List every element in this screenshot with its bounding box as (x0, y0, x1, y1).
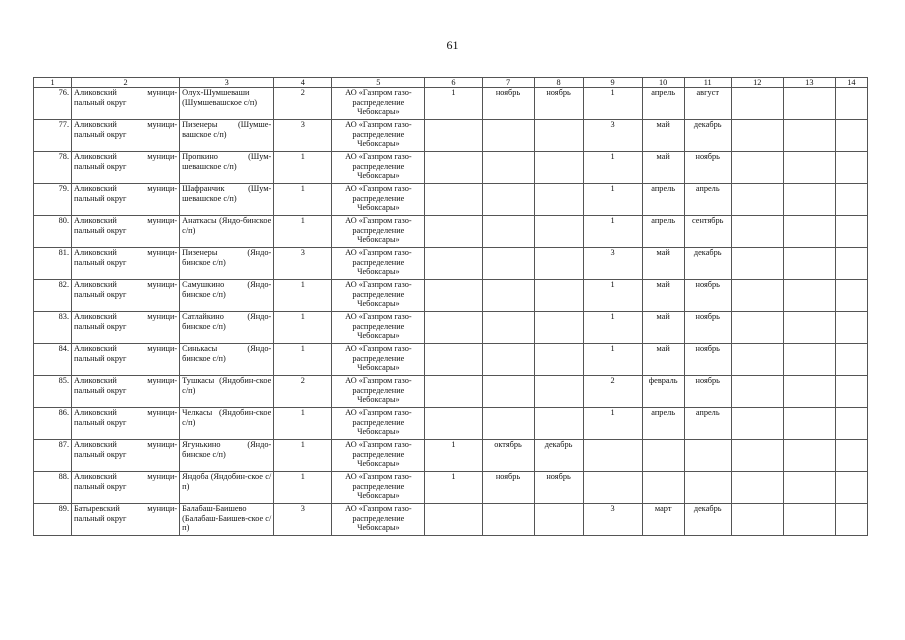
col14-cell (835, 376, 867, 408)
row-number: 81. (34, 248, 72, 280)
col12-cell (731, 120, 783, 152)
col14-cell (835, 344, 867, 376)
operator-cell: АО «Газпром газо-распределение Чебоксары» (332, 280, 425, 312)
table-row (34, 408, 868, 440)
col7-cell (482, 408, 534, 440)
table-row (34, 152, 868, 184)
row-number: 79. (34, 184, 72, 216)
settlement-cell: Яндоба (Яндобин-ское с/п) (180, 472, 274, 504)
col4-cell: 1 (274, 344, 332, 376)
col9-cell: 3 (583, 504, 642, 536)
col11-cell: август (684, 88, 731, 120)
col13-cell (783, 472, 835, 504)
col9-cell: 1 (583, 184, 642, 216)
col14-cell (835, 472, 867, 504)
col8-cell (534, 408, 583, 440)
col13-cell (783, 184, 835, 216)
table-row (34, 440, 868, 472)
page-number: 61 (446, 38, 459, 52)
operator-cell: АО «Газпром газо-распределение Чебоксары» (332, 408, 425, 440)
col13-cell (783, 152, 835, 184)
col14-cell (835, 440, 867, 472)
table-row (34, 472, 868, 504)
col13-cell (783, 440, 835, 472)
operator-cell: АО «Газпром газо-распределение Чебоксары» (332, 184, 425, 216)
col10-cell: май (642, 280, 684, 312)
operator-cell: АО «Газпром газо-распределение Чебоксары» (332, 152, 425, 184)
col14-cell (835, 184, 867, 216)
col14-cell (835, 88, 867, 120)
col14-cell (835, 248, 867, 280)
col10-cell: май (642, 344, 684, 376)
settlement-cell: Челкасы (Яндобин-ское с/п) (180, 408, 274, 440)
col7-cell (482, 504, 534, 536)
row-number: 84. (34, 344, 72, 376)
district-cell: Аликовский муници-пальный округ (72, 120, 180, 152)
row-number: 86. (34, 408, 72, 440)
header-cell: 9 (583, 78, 642, 88)
col8-cell (534, 120, 583, 152)
col8-cell (534, 504, 583, 536)
col14-cell (835, 216, 867, 248)
settlement-cell: Ягунькино (Яндо-бинское с/п) (180, 440, 274, 472)
col13-cell (783, 312, 835, 344)
row-number: 77. (34, 120, 72, 152)
col13-cell (783, 408, 835, 440)
district-cell: Аликовский муници-пальный округ (72, 216, 180, 248)
col6-cell (425, 248, 482, 280)
header-cell: 14 (835, 78, 867, 88)
col4-cell: 1 (274, 472, 332, 504)
operator-cell: АО «Газпром газо-распределение Чебоксары» (332, 504, 425, 536)
header-cell: 4 (274, 78, 332, 88)
col9-cell: 1 (583, 408, 642, 440)
col9-cell: 3 (583, 120, 642, 152)
col11-cell: апрель (684, 408, 731, 440)
col8-cell (534, 376, 583, 408)
col12-cell (731, 504, 783, 536)
col10-cell: апрель (642, 408, 684, 440)
col9-cell: 1 (583, 344, 642, 376)
col11-cell: ноябрь (684, 344, 731, 376)
col6-cell (425, 504, 482, 536)
row-number: 89. (34, 504, 72, 536)
table-header-row (34, 78, 868, 88)
col7-cell (482, 280, 534, 312)
col13-cell (783, 120, 835, 152)
col13-cell (783, 344, 835, 376)
col6-cell: 1 (425, 472, 482, 504)
col8-cell (534, 312, 583, 344)
col13-cell (783, 248, 835, 280)
row-number: 76. (34, 88, 72, 120)
col7-cell (482, 248, 534, 280)
col8-cell (534, 152, 583, 184)
operator-cell: АО «Газпром газо-распределение Чебоксары» (332, 472, 425, 504)
table-row (34, 216, 868, 248)
col14-cell (835, 504, 867, 536)
settlement-cell: Анаткасы (Яндо-бинское с/п) (180, 216, 274, 248)
col11-cell: ноябрь (684, 280, 731, 312)
district-cell: Аликовский муници-пальный округ (72, 472, 180, 504)
settlement-cell: Пизенеры (Яндо-бинское с/п) (180, 248, 274, 280)
col6-cell (425, 376, 482, 408)
district-cell: Аликовский муници-пальный округ (72, 440, 180, 472)
settlement-cell: Сатлайкино (Яндо-бинское с/п) (180, 312, 274, 344)
row-number: 85. (34, 376, 72, 408)
district-cell: Аликовский муници-пальный округ (72, 408, 180, 440)
col10-cell: март (642, 504, 684, 536)
header-cell: 1 (34, 78, 72, 88)
col11-cell: ноябрь (684, 312, 731, 344)
row-number: 82. (34, 280, 72, 312)
district-cell: Аликовский муници-пальный округ (72, 312, 180, 344)
col7-cell (482, 312, 534, 344)
col6-cell (425, 216, 482, 248)
header-cell: 8 (534, 78, 583, 88)
col6-cell: 1 (425, 440, 482, 472)
col6-cell (425, 344, 482, 376)
settlement-cell: Олух-Шумшеваши (Шумшевашское с/п) (180, 88, 274, 120)
header-cell: 7 (482, 78, 534, 88)
col12-cell (731, 376, 783, 408)
col7-cell: октябрь (482, 440, 534, 472)
col4-cell: 1 (274, 312, 332, 344)
col7-cell (482, 216, 534, 248)
col12-cell (731, 472, 783, 504)
col4-cell: 2 (274, 88, 332, 120)
col14-cell (835, 408, 867, 440)
col12-cell (731, 88, 783, 120)
col10-cell: апрель (642, 216, 684, 248)
operator-cell: АО «Газпром газо-распределение Чебоксары» (332, 344, 425, 376)
table-row (34, 248, 868, 280)
col13-cell (783, 504, 835, 536)
col4-cell: 1 (274, 440, 332, 472)
col12-cell (731, 408, 783, 440)
header-cell: 13 (783, 78, 835, 88)
col11-cell: ноябрь (684, 376, 731, 408)
header-cell: 12 (731, 78, 783, 88)
col14-cell (835, 280, 867, 312)
operator-cell: АО «Газпром газо-распределение Чебоксары» (332, 376, 425, 408)
settlement-cell: Пизенеры (Шумше-вашское с/п) (180, 120, 274, 152)
district-cell: Аликовский муници-пальный округ (72, 376, 180, 408)
col4-cell: 3 (274, 120, 332, 152)
district-cell: Аликовский муници-пальный округ (72, 152, 180, 184)
col12-cell (731, 440, 783, 472)
col6-cell: 1 (425, 88, 482, 120)
col12-cell (731, 152, 783, 184)
district-cell: Аликовский муници-пальный округ (72, 248, 180, 280)
col14-cell (835, 152, 867, 184)
col11-cell (684, 440, 731, 472)
col14-cell (835, 120, 867, 152)
col4-cell: 1 (274, 280, 332, 312)
operator-cell: АО «Газпром газо-распределение Чебоксары» (332, 248, 425, 280)
col11-cell: ноябрь (684, 152, 731, 184)
table-row (34, 344, 868, 376)
col13-cell (783, 88, 835, 120)
col10-cell: май (642, 312, 684, 344)
col12-cell (731, 312, 783, 344)
row-number: 80. (34, 216, 72, 248)
col4-cell: 2 (274, 376, 332, 408)
header-cell: 11 (684, 78, 731, 88)
col8-cell (534, 216, 583, 248)
header-cell: 6 (425, 78, 482, 88)
district-cell: Батыревский муници-пальный округ (72, 504, 180, 536)
col7-cell (482, 344, 534, 376)
col6-cell (425, 120, 482, 152)
operator-cell: АО «Газпром газо-распределение Чебоксары» (332, 312, 425, 344)
col10-cell (642, 472, 684, 504)
col9-cell: 1 (583, 312, 642, 344)
col8-cell (534, 344, 583, 376)
col9-cell: 2 (583, 376, 642, 408)
col6-cell (425, 280, 482, 312)
col9-cell (583, 440, 642, 472)
col7-cell (482, 376, 534, 408)
col8-cell: декабрь (534, 440, 583, 472)
col12-cell (731, 280, 783, 312)
settlement-cell: Тушкасы (Яндобин-ское с/п) (180, 376, 274, 408)
row-number: 78. (34, 152, 72, 184)
settlement-cell: Балабаш-Баишево (Балабаш-Баишев-ское с/п) (180, 504, 274, 536)
table-row (34, 376, 868, 408)
table-row (34, 504, 868, 536)
col9-cell: 1 (583, 280, 642, 312)
col4-cell: 3 (274, 248, 332, 280)
col11-cell: сентябрь (684, 216, 731, 248)
header-cell: 5 (332, 78, 425, 88)
col13-cell (783, 216, 835, 248)
col10-cell (642, 440, 684, 472)
col4-cell: 1 (274, 152, 332, 184)
col10-cell: май (642, 152, 684, 184)
col13-cell (783, 376, 835, 408)
operator-cell: АО «Газпром газо-распределение Чебоксары» (332, 440, 425, 472)
col12-cell (731, 184, 783, 216)
district-cell: Аликовский муници-пальный округ (72, 184, 180, 216)
col4-cell: 1 (274, 184, 332, 216)
table-row (34, 280, 868, 312)
col7-cell (482, 120, 534, 152)
col7-cell: ноябрь (482, 88, 534, 120)
col12-cell (731, 216, 783, 248)
col4-cell: 1 (274, 216, 332, 248)
col4-cell: 3 (274, 504, 332, 536)
col9-cell: 1 (583, 88, 642, 120)
col10-cell: апрель (642, 88, 684, 120)
table-row (34, 120, 868, 152)
district-cell: Аликовский муници-пальный округ (72, 344, 180, 376)
table-row (34, 88, 868, 120)
table-row (34, 312, 868, 344)
col9-cell: 1 (583, 216, 642, 248)
col8-cell: ноябрь (534, 88, 583, 120)
operator-cell: АО «Газпром газо-распределение Чебоксары» (332, 216, 425, 248)
col12-cell (731, 344, 783, 376)
col8-cell: ноябрь (534, 472, 583, 504)
col7-cell: ноябрь (482, 472, 534, 504)
district-cell: Аликовский муници-пальный округ (72, 88, 180, 120)
col8-cell (534, 248, 583, 280)
col8-cell (534, 184, 583, 216)
col7-cell (482, 184, 534, 216)
col8-cell (534, 280, 583, 312)
col6-cell (425, 184, 482, 216)
row-number: 88. (34, 472, 72, 504)
header-cell: 3 (180, 78, 274, 88)
col6-cell (425, 408, 482, 440)
col11-cell: декабрь (684, 120, 731, 152)
col7-cell (482, 152, 534, 184)
settlement-cell: Самушкино (Яндо-бинское с/п) (180, 280, 274, 312)
district-cell: Аликовский муници-пальный округ (72, 280, 180, 312)
col10-cell: май (642, 120, 684, 152)
col9-cell: 1 (583, 152, 642, 184)
gasification-schedule-table (33, 77, 868, 536)
col14-cell (835, 312, 867, 344)
col11-cell: декабрь (684, 504, 731, 536)
settlement-cell: Пропкино (Шум-шевашское с/п) (180, 152, 274, 184)
row-number: 87. (34, 440, 72, 472)
col11-cell: декабрь (684, 248, 731, 280)
col13-cell (783, 280, 835, 312)
operator-cell: АО «Газпром газо-распределение Чебоксары» (332, 88, 425, 120)
col10-cell: февраль (642, 376, 684, 408)
col11-cell (684, 472, 731, 504)
col12-cell (731, 248, 783, 280)
operator-cell: АО «Газпром газо-распределение Чебоксары» (332, 120, 425, 152)
settlement-cell: Синькасы (Яндо-бинское с/п) (180, 344, 274, 376)
col9-cell (583, 472, 642, 504)
col4-cell: 1 (274, 408, 332, 440)
header-cell: 10 (642, 78, 684, 88)
col6-cell (425, 152, 482, 184)
table-row (34, 184, 868, 216)
header-cell: 2 (72, 78, 180, 88)
settlement-cell: Шафранчик (Шум-шевашское с/п) (180, 184, 274, 216)
col11-cell: апрель (684, 184, 731, 216)
col10-cell: апрель (642, 184, 684, 216)
col6-cell (425, 312, 482, 344)
row-number: 83. (34, 312, 72, 344)
col9-cell: 3 (583, 248, 642, 280)
col10-cell: май (642, 248, 684, 280)
